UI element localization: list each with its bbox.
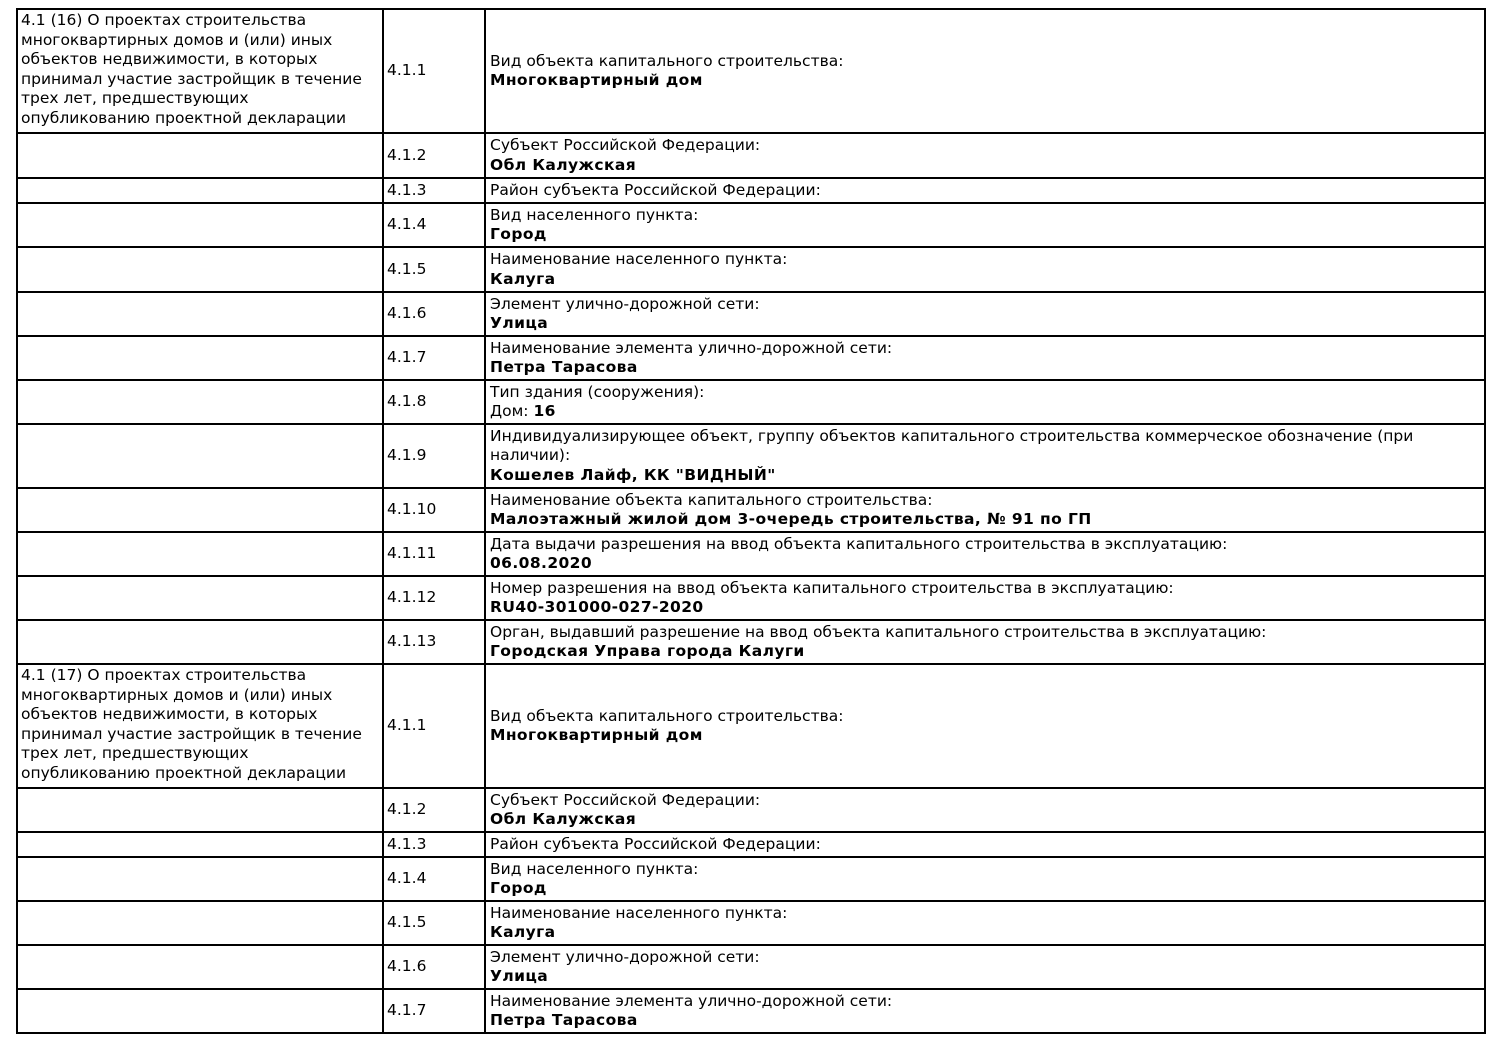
- table-row: [17, 620, 1485, 664]
- field-cell: [485, 292, 1485, 336]
- row-code: 4.1.11: [387, 544, 437, 563]
- field-cell: [485, 488, 1485, 532]
- field-cell: [485, 664, 1485, 788]
- row-code: 4.1.6: [387, 957, 427, 976]
- empty-cell: [17, 832, 383, 857]
- field-label: Элемент улично-дорожной сети:: [490, 294, 760, 313]
- table-row: [17, 576, 1485, 620]
- field-cell: [485, 380, 1485, 424]
- field-value-text: Малоэтажный жилой дом 3-очередь строительства, № 91 по ГП: [490, 510, 1092, 528]
- field-label: Вид населенного пункта:: [490, 859, 699, 878]
- field-value: [490, 879, 1442, 899]
- field-label: Вид объекта капитального строительства:: [490, 706, 844, 725]
- field-label: Наименование населенного пункта:: [490, 250, 788, 268]
- field-value-text: Обл Калужская: [490, 155, 637, 174]
- field-value: [490, 726, 1442, 746]
- field-value-text: Многоквартирный дом: [490, 71, 703, 89]
- table-row: [17, 532, 1485, 576]
- field-value-text: 16: [533, 402, 556, 420]
- field-cell: [485, 620, 1485, 664]
- row-code: 4.1.13: [387, 632, 437, 651]
- row-code-cell: [383, 336, 485, 380]
- field-cell: [485, 133, 1485, 178]
- row-code-cell: [383, 989, 485, 1033]
- field-cell: [485, 901, 1485, 945]
- table-row: [17, 788, 1485, 832]
- field-value-text: 06.08.2020: [490, 554, 593, 572]
- table-row: [17, 292, 1485, 336]
- table-row: [17, 488, 1485, 532]
- empty-cell: [17, 620, 383, 664]
- table-row: [17, 336, 1485, 380]
- row-code: 4.1.3: [387, 180, 427, 199]
- field-value: [490, 810, 1442, 830]
- row-code-cell: [383, 380, 485, 424]
- row-code-cell: [383, 488, 485, 532]
- field-value: [490, 510, 1442, 530]
- field-cell: [485, 424, 1485, 488]
- row-code-cell: [383, 424, 485, 488]
- field-cell: [485, 9, 1485, 133]
- empty-cell: [17, 178, 383, 203]
- field-label: Дата выдачи разрешения на ввод объекта капитального строительства в эксплуатацию:: [490, 534, 1228, 553]
- section-description-cell: [17, 664, 383, 788]
- row-code: 4.1.9: [387, 446, 427, 465]
- field-value-text: Калуга: [490, 923, 556, 941]
- field-value-text: Город: [490, 879, 547, 897]
- table-row: [17, 178, 1485, 203]
- section-description-cell: [17, 9, 383, 133]
- declaration-table: [16, 8, 1486, 1034]
- empty-cell: [17, 901, 383, 945]
- row-code-cell: [383, 133, 485, 178]
- row-code-cell: [383, 292, 485, 336]
- field-value-text: Улица: [490, 314, 549, 332]
- row-code: 4.1.5: [387, 913, 427, 932]
- empty-cell: [17, 247, 383, 292]
- field-value: [490, 225, 1442, 245]
- field-cell: [485, 832, 1485, 857]
- field-label: Индивидуализирующее объект, группу объектов капитального строительства коммерческое обозначение (при наличии):: [490, 426, 1414, 465]
- row-code-cell: [383, 576, 485, 620]
- row-code-cell: [383, 9, 485, 133]
- row-code: 4.1.4: [387, 869, 427, 888]
- field-label: Элемент улично-дорожной сети:: [490, 947, 760, 966]
- field-value-text: RU40-301000-027-2020: [490, 598, 704, 616]
- field-label: Субъект Российской Федерации:: [490, 136, 761, 154]
- empty-cell: [17, 989, 383, 1033]
- row-code: 4.1.5: [387, 259, 427, 278]
- row-code: 4.1.3: [387, 834, 427, 853]
- table-row: [17, 203, 1485, 247]
- field-value-text: Городская Управа города Калуги: [490, 642, 805, 660]
- field-cell: [485, 336, 1485, 380]
- declaration-table-body: [17, 9, 1485, 1033]
- row-code-cell: [383, 620, 485, 664]
- row-code-cell: [383, 945, 485, 989]
- field-cell: [485, 532, 1485, 576]
- row-code: 4.1.1: [387, 61, 427, 80]
- empty-cell: [17, 203, 383, 247]
- field-value: [490, 466, 1442, 486]
- table-row: [17, 247, 1485, 292]
- field-value-text: Улица: [490, 967, 549, 985]
- field-label: Наименование элемента улично-дорожной сети:: [490, 338, 893, 357]
- field-cell: [485, 203, 1485, 247]
- row-code: 4.1.12: [387, 588, 437, 607]
- row-code-cell: [383, 178, 485, 203]
- field-cell: [485, 788, 1485, 832]
- field-label: Наименование элемента улично-дорожной сети:: [490, 991, 893, 1010]
- table-row: [17, 945, 1485, 989]
- field-value: [490, 923, 1442, 943]
- field-cell: [485, 857, 1485, 901]
- table-row: [17, 133, 1485, 178]
- table-row: [17, 9, 1485, 133]
- empty-cell: [17, 292, 383, 336]
- table-row: [17, 857, 1485, 901]
- field-value-text: Петра Тарасова: [490, 358, 638, 376]
- field-cell: [485, 178, 1485, 203]
- row-code-cell: [383, 857, 485, 901]
- field-value: [490, 967, 1442, 987]
- row-code: 4.1.2: [387, 800, 427, 819]
- empty-cell: [17, 788, 383, 832]
- field-value-text: Город: [490, 225, 547, 243]
- field-value: [490, 642, 1442, 662]
- row-code: 4.1.4: [387, 215, 427, 234]
- empty-cell: [17, 336, 383, 380]
- field-cell: [485, 945, 1485, 989]
- field-label: Район субъекта Российской Федерации:: [490, 834, 821, 853]
- field-label: Вид населенного пункта:: [490, 205, 699, 224]
- row-code: 4.1.8: [387, 392, 427, 411]
- table-row: [17, 901, 1485, 945]
- field-value-prefix: Дом:: [490, 402, 534, 420]
- field-value-text: Кошелев Лайф, КК "ВИДНЫЙ": [490, 465, 776, 484]
- field-label: Тип здания (сооружения):: [490, 382, 705, 401]
- field-value: [490, 270, 1442, 290]
- field-value: [490, 598, 1442, 618]
- row-code-cell: [383, 664, 485, 788]
- empty-cell: [17, 576, 383, 620]
- table-row: [17, 832, 1485, 857]
- row-code-cell: [383, 901, 485, 945]
- table-row: [17, 664, 1485, 788]
- field-value-text: Петра Тарасова: [490, 1011, 638, 1029]
- empty-cell: [17, 133, 383, 178]
- field-label: Номер разрешения на ввод объекта капитального строительства в эксплуатацию:: [490, 578, 1174, 597]
- row-code: 4.1.10: [387, 500, 437, 519]
- field-label: Район субъекта Российской Федерации:: [490, 180, 821, 199]
- field-cell: [485, 247, 1485, 292]
- field-value: [490, 358, 1442, 378]
- row-code: 4.1.6: [387, 304, 427, 323]
- empty-cell: [17, 488, 383, 532]
- table-row: [17, 989, 1485, 1033]
- row-code-cell: [383, 532, 485, 576]
- table-row: [17, 380, 1485, 424]
- field-value-text: Калуга: [490, 269, 556, 288]
- field-value: [490, 156, 1442, 176]
- empty-cell: [17, 380, 383, 424]
- field-value-text: Многоквартирный дом: [490, 726, 703, 744]
- row-code-cell: [383, 247, 485, 292]
- field-value: [490, 1011, 1442, 1031]
- empty-cell: [17, 857, 383, 901]
- row-code: 4.1.1: [387, 716, 427, 735]
- field-value: [490, 314, 1442, 334]
- row-code-cell: [383, 832, 485, 857]
- field-label: Наименование населенного пункта:: [490, 903, 788, 922]
- table-row: [17, 424, 1485, 488]
- field-value: [490, 402, 1442, 422]
- row-code: 4.1.7: [387, 348, 427, 367]
- field-label: Орган, выдавший разрешение на ввод объекта капитального строительства в эксплуатацию:: [490, 622, 1267, 641]
- field-cell: [485, 989, 1485, 1033]
- field-value-text: Обл Калужская: [490, 810, 637, 828]
- field-value: [490, 71, 1442, 91]
- empty-cell: [17, 532, 383, 576]
- row-code-cell: [383, 203, 485, 247]
- field-cell: [485, 576, 1485, 620]
- section-description: 4.1 (16) О проектах строительства многоквартирных домов и (или) иных объектов недвижимости, в которых принимал участие застройщик в течение трех лет, предшествующих опубликованию проектной декларации: [21, 11, 362, 127]
- row-code: 4.1.7: [387, 1001, 427, 1020]
- row-code: 4.1.2: [387, 145, 427, 164]
- field-label: Субъект Российской Федерации:: [490, 790, 761, 809]
- field-label: Наименование объекта капитального строительства:: [490, 490, 933, 509]
- field-value: [490, 554, 1442, 574]
- empty-cell: [17, 424, 383, 488]
- section-description: 4.1 (17) О проектах строительства многоквартирных домов и (или) иных объектов недвижимости, в которых принимал участие застройщик в течение трех лет, предшествующих опубликованию проектной декларации: [21, 666, 362, 782]
- field-label: Вид объекта капитального строительства:: [490, 51, 844, 70]
- row-code-cell: [383, 788, 485, 832]
- empty-cell: [17, 945, 383, 989]
